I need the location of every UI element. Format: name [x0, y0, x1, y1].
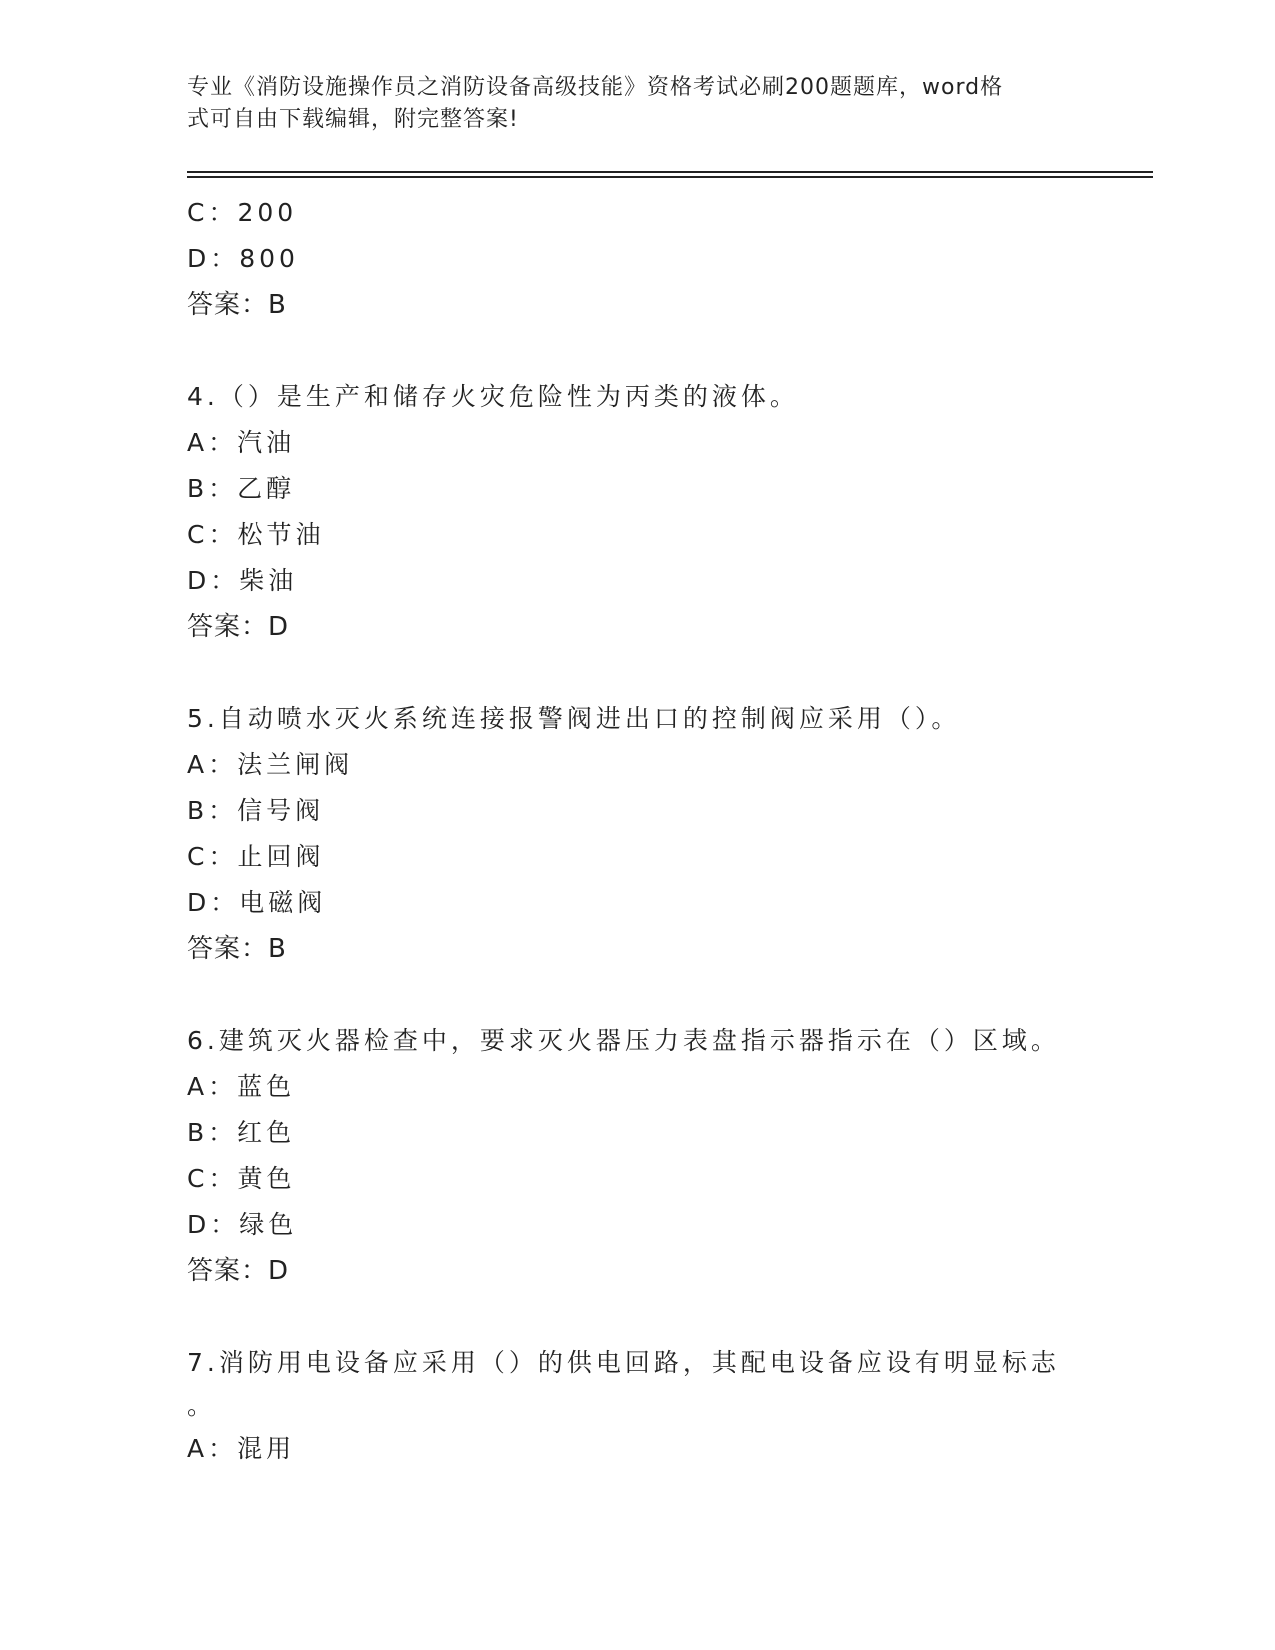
option-d: D：800: [187, 244, 299, 273]
question-stem-continued: 。: [187, 1391, 217, 1420]
header-line-2: 式可自由下载编辑，附完整答案!: [187, 107, 519, 132]
question-5: [187, 696, 1087, 972]
header-line-1: 专业《消防设施操作员之消防设备高级技能》资格考试必刷200题题库，word格: [187, 75, 1004, 100]
option-d: D：柴油: [187, 566, 298, 595]
question-stem: 5.自动喷水灭火系统连接报警阀进出口的控制阀应采用（）。: [187, 704, 961, 733]
header-divider-top: [187, 171, 1153, 173]
question-stem: 4.（）是生产和储存火灾危险性为丙类的液体。: [187, 382, 799, 411]
option-a: A：法兰闸阀: [187, 750, 354, 779]
option-c: C：200: [187, 198, 298, 227]
option-b: B：红色: [187, 1118, 296, 1147]
option-b: B：信号阀: [187, 796, 325, 825]
option-b: B：乙醇: [187, 474, 296, 503]
option-a: A：混用: [187, 1434, 296, 1463]
question-stem: 7.消防用电设备应采用（）的供电回路，其配电设备应设有明显标志: [187, 1348, 1060, 1377]
answer: 答案：B: [187, 290, 287, 320]
question-3-continued: [187, 190, 1087, 328]
option-a: A：蓝色: [187, 1072, 296, 1101]
question-stem: 6.建筑灭火器检查中，要求灭火器压力表盘指示器指示在（）区域。: [187, 1026, 1060, 1055]
option-c: C：黄色: [187, 1164, 296, 1193]
option-d: D：电磁阀: [187, 888, 327, 917]
answer: 答案：D: [187, 1256, 290, 1286]
header-divider-bottom: [187, 176, 1153, 178]
option-c: C：止回阀: [187, 842, 325, 871]
option-a: A：汽油: [187, 428, 296, 457]
answer: 答案：D: [187, 612, 290, 642]
answer: 答案：B: [187, 934, 287, 964]
question-7: [187, 1340, 1087, 1472]
document-header: [187, 72, 1067, 136]
question-6: [187, 1018, 1087, 1294]
question-list: [187, 190, 1087, 1472]
option-c: C：松节油: [187, 520, 325, 549]
option-d: D：绿色: [187, 1210, 298, 1239]
question-4: [187, 374, 1087, 650]
